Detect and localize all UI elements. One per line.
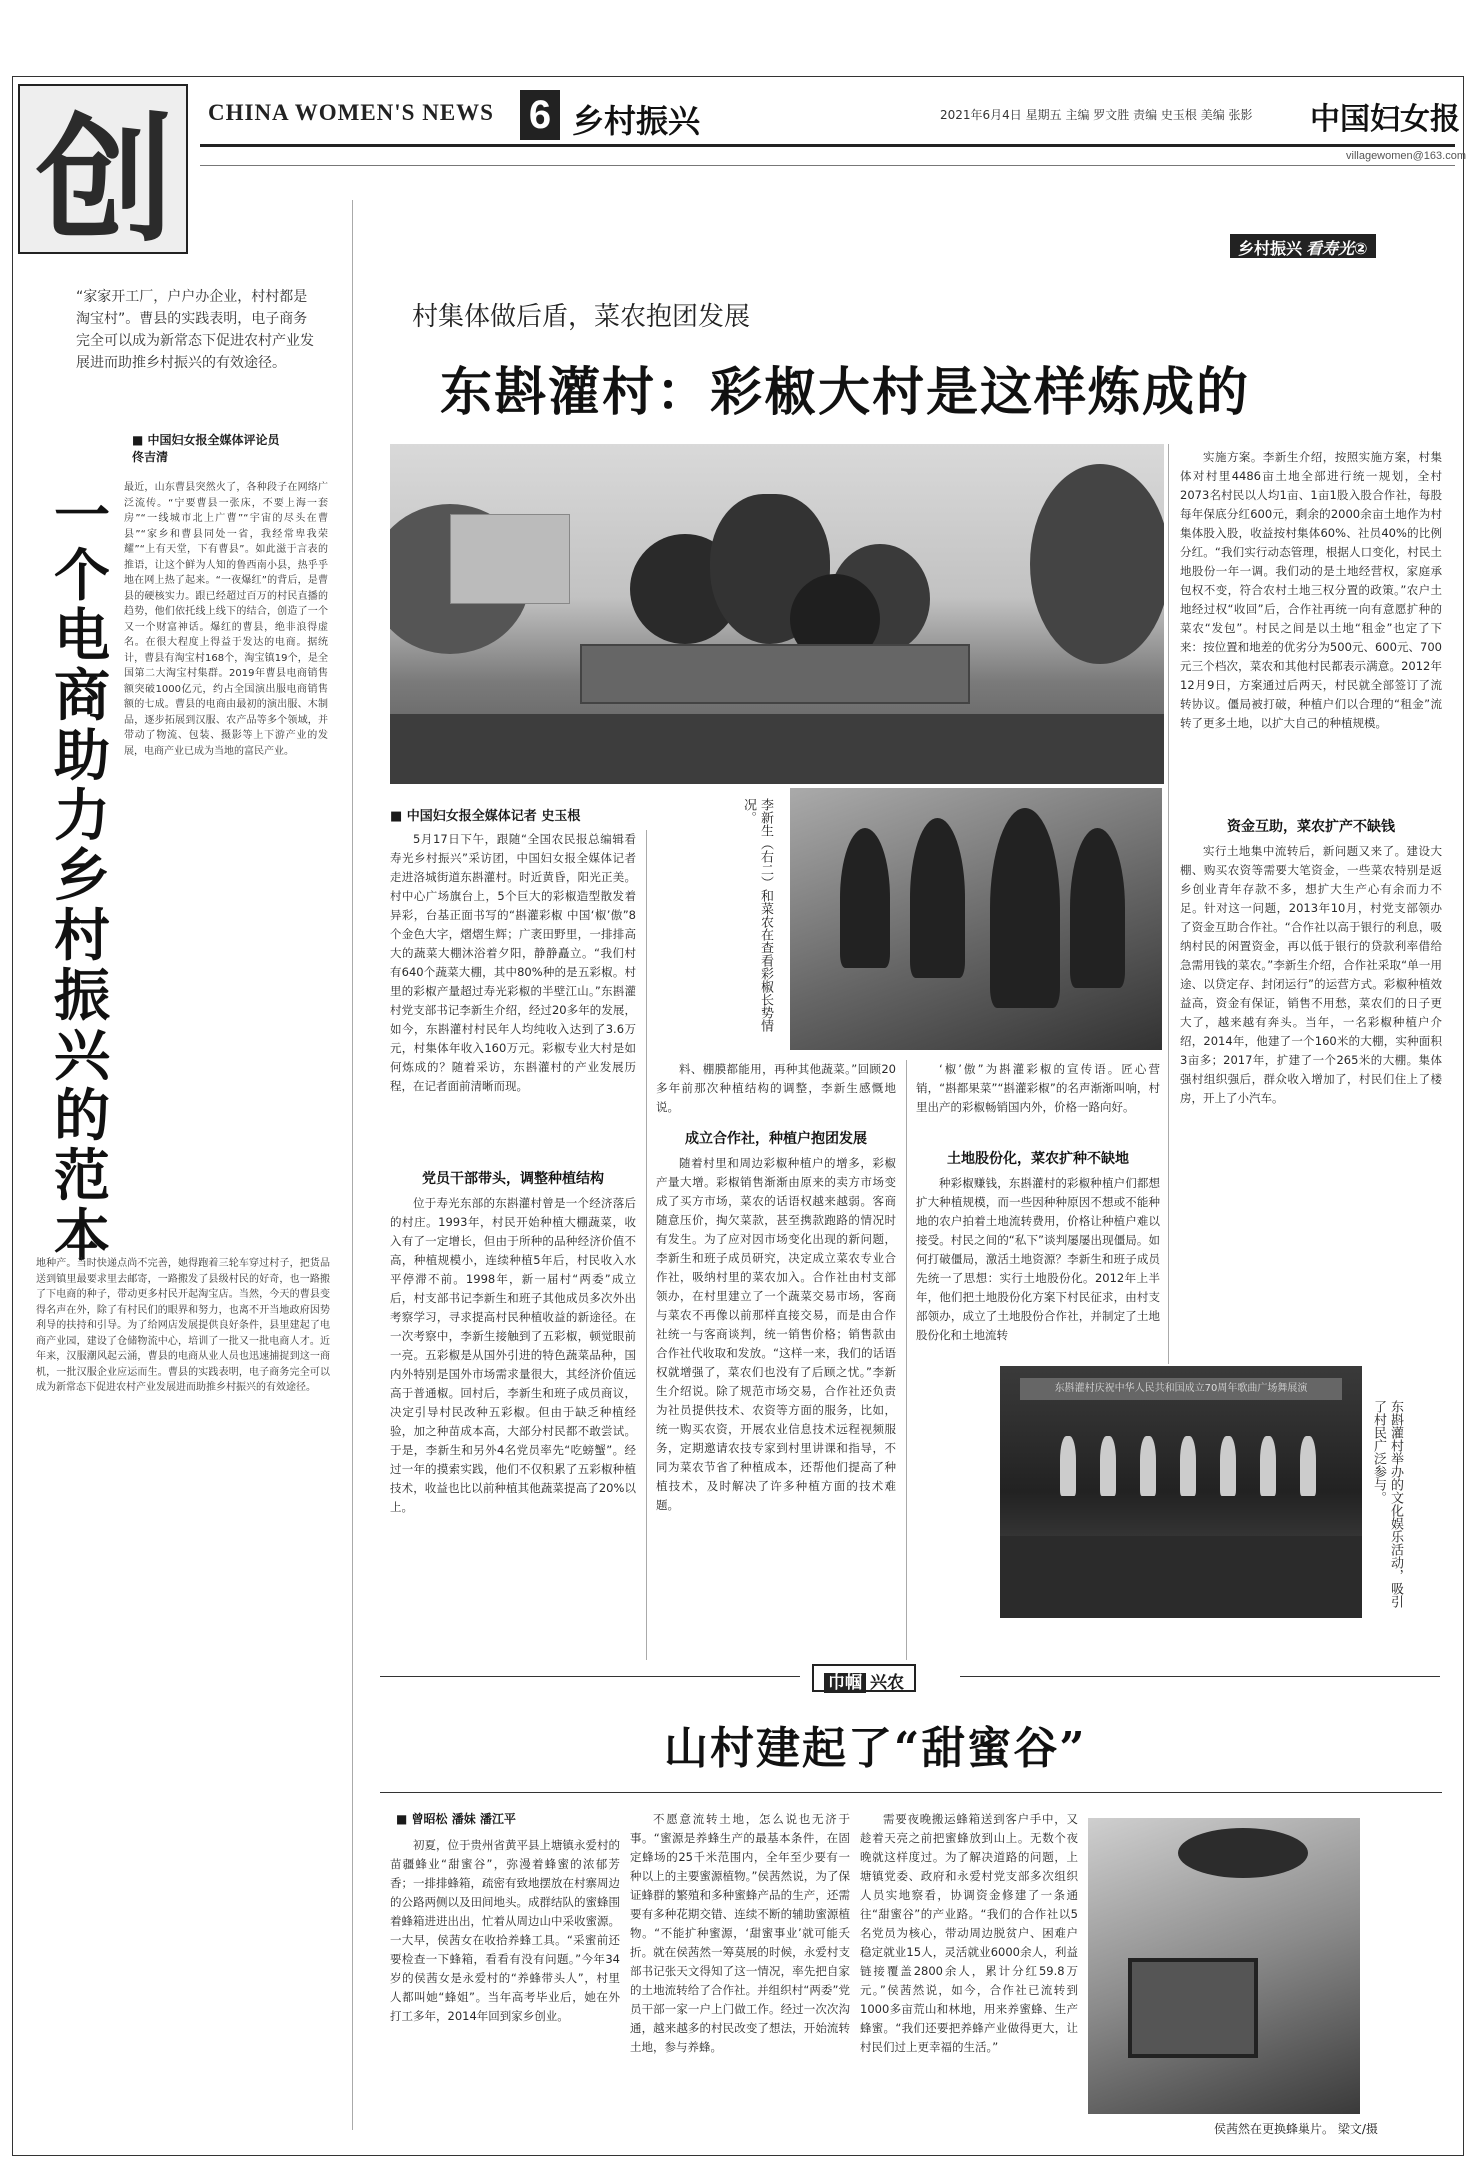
header-rule (200, 144, 1455, 147)
article2-col1: 初夏，位于贵州省黄平县上塘镇永爱村的苗疆蜂业“甜蜜谷”，弥漫着蜂蜜的浓郁芳香；一排排蜂箱，疏密有致地摆放在村寨周边的公路两侧以及田间地头。成群结队的蜜蜂围着蜂箱进进出出，忙着从周边山中采收蜜源。一大早，侯茜女在收拾养蜂工具。“采蜜前还要检查一下蜂箱，看看有没有问题。”今年34岁的侯茜女是永爱村的“养蜂带头人”，村里人都叫她“蜂姐”。当年高考毕业后，她在外打工多年，2014年回到家乡创业。 (390, 1838, 620, 2023)
opinion-byline: ■ 中国妇女报全媒体评论员 佟吉清 (132, 433, 280, 464)
article2-byline: ■ 曾昭松 潘妹 潘江平 (396, 1812, 516, 1826)
contact-email[interactable]: villagewomen@163.com (1346, 150, 1467, 162)
subheading-mutual-funds: 资金互助，菜农扩产不缺钱 (1227, 819, 1395, 835)
masthead-character: 创 (18, 84, 188, 254)
beekeeper-caption: 侯茜然在更换蜂巢片。 梁文/摄 (1214, 2122, 1378, 2136)
issue-meta: 2021年6月4日 星期五 主编 罗文胜 责编 史玉根 美编 张影 (940, 108, 1253, 122)
beekeeper-photo (1088, 1818, 1360, 2114)
section-rule (960, 1676, 1440, 1677)
feature-col1-body: 位于寿光东部的东斟灌村曾是一个经济落后的村庄。1993年，村民开始种植大棚蔬菜，收入有了一定增长，但由于所种的品种经济价值不高，种植规模小，连续种植5年后，村民收入水平停滞不前。1998年，新一届村“两委”成立后，村支部书记李新生和班子其他成员多次外出考察学习，寻求提高村民种植收益的新途径。在一次考察中，李新生接触到了五彩椒，顿觉眼前一亮。五彩椒是从国外引进的特色蔬菜品种，国内外特别是国外市场需求量很大，其经济价值远高于普通椒。回村后，李新生和班子成员商议，决定引导村民改种五彩椒。但由于缺乏种植经验，加之种苗成本高，大部分村民都不敢尝试。于是，李新生和另外4名党员率先“吃螃蟹”。经过一年的摸索实践，他们不仅积累了五彩椒种植技术，收益也比以前种植其他蔬菜提高了20%以上。 (390, 1196, 636, 1514)
feature-col3-intro: ‘椒’傲”为斟灌彩椒的宣传语。匠心营销，“斟都果菜”“斟灌彩椒”的名声渐渐叫响，村里出产的彩椒畅销国内外，价格一路向好。 (916, 1062, 1160, 1114)
stage-banner: 东斟灌村庆祝中华人民共和国成立70周年歌曲广场舞展演 (1020, 1378, 1342, 1400)
feature-subhead: 村集体做后盾，菜农抱团发展 (412, 302, 751, 332)
opinion-title: 一个电商助力乡村振兴的范本 (54, 483, 110, 1269)
column-divider (352, 200, 353, 2130)
feature-col2-intro: 料、棚膜都能用，再种其他蔬菜。”回顾20多年前那次种植结构的调整，李新生感慨地说。 (656, 1062, 896, 1114)
feature-col4-intro: 实施方案。李新生介绍，按照实施方案，村集体对村里4486亩土地全部进行统一规划，全村2073名村民以人均1亩、1亩1股入股合作社，每股每年保底分红600元，剩余的2000余亩土地作为村集体股入股，收益按村集体60%、社员40%的比例分红。“我们实行动态管理，根据人口变化，村民土地股份一年一调。我们动的是土地经营权，家庭承包权不变，符合农村土地三权分置的政策。”农户土地经过权“收回”后，合作社再统一向有意愿扩种的菜农“发包”。村民之间是以土地“租金”也定了下来：按位置和地差的优劣分为500元、600元、700元三个档次，菜农和其他村民都表示满意。2012年12月9日，方案通过后两天，村民就全部签订了流转协议。僵局被打破，种植户们以合理的“租金”流转了更多土地，以扩大自己的种植规模。 (1180, 450, 1442, 730)
page-number: 6 (520, 90, 560, 140)
section-title: 乡村振兴 (572, 102, 701, 140)
header-rule-thin (200, 165, 1455, 166)
feature-title: 东斟灌村：彩椒大村是这样炼成的 (440, 362, 1251, 423)
stage-photo-caption: 东斟灌村举办的文化娱乐活动，吸引了村民广泛参与。 (1371, 1400, 1403, 1608)
paper-english-name: CHINA WOMEN'S NEWS (208, 100, 494, 125)
people-photo-caption: 李新生（右二）和菜农在查看彩椒长势情况。 (741, 798, 773, 1032)
reporter-byline: ■ 中国妇女报全媒体记者 史玉根 (390, 809, 581, 824)
opinion-body-lower: 地种产。当时快递点尚不完善，她得跑着三轮车穿过村子，把货品送到镇里最要求里去邮寄，一路搬发了县级村民的好奇，也一路搬了下电商的种子，带动更多村民开起淘宝店。当然，今天的曹县变得名声在外，除了有村民们的眼界和努力，也离不开当地政府因势利导的扶持和引导。为了给网店发展提供良好条件，县里建起了电商产业园，建设了仓储物流中心，培训了一批又一批电商人才。近年来，汉服潮风起云涌，曹县的电商从业人员也迅速捕捉到这一商机，一批汉服企业应运而生。曹县的实践表明，电子商务完全可以成为新常态下促进农村产业发展进而助推乡村振兴的有效途径。 (36, 1258, 330, 1393)
feature-col1-intro: 5月17日下午，跟随“全国农民报总编辑看寿光乡村振兴”采访团，中国妇女报全媒体记者走进洛城街道东斟灌村。时近黄昏，阳光正美。村中心广场旗台上，5个巨大的彩椒造型散发着异彩，台基正面书写的“斟灌彩椒 中国‘椒’傲”8个金色大字，熠熠生辉；广袤田野里，一排排高大的蔬菜大棚沐浴着夕阳，静静矗立。“我们村有640个蔬菜大棚，其中80%种的是五彩椒。村里的彩椒产量超过寿光彩椒的半壁江山。”东斟灌村党支部书记李新生介绍，经过20多年的发展，如今，东斟灌村村民年人均纯收入达到了3.6万元，村集体年收入160万元。彩椒专业大村是如何炼成的？随着采访，东斟灌村的产业发展历程，在记者面前清晰而现。 (390, 832, 636, 1093)
feature-col2-body: 随着村里和周边彩椒种植户的增多，彩椒产量大增。彩椒销售渐渐由原来的卖方市场变成了买方市场，菜农的话语权越来越弱。客商随意压价，掏欠菜款，甚至携款跑路的情况时有发生。为了应对因市场变化出现的新问题，李新生和班子成员研究，决定成立菜农专业合作社，吸纳村里的菜农加入。合作社由村支部领办，在村里建立了一个蔬菜交易市场，客商与菜农不再像以前那样直接交易，而是由合作社统一与客商谈判，统一销售价格；销售款由合作社代收取和发放。“这样一来，我们的话语权就增强了，菜农们也没有了后顾之忧。”李新生介绍说。除了规范市场交易，合作社还负责为社员提供技术、农资等方面的服务，比如，统一购买农资，开展农业信息技术远程视频服务，定期邀请农技专家到村里讲课和指导，不同为菜农节省了种植成本，还帮他们提高了种植技术，及时解决了许多种植方面的技术难题。 (656, 1156, 896, 1512)
opinion-lead: “家家开工厂，户户办企业，村村都是淘宝村”。曹县的实践表明，电子商务完全可以成为新常态下促进农村产业发展进而助推乡村振兴的有效途径。 (76, 289, 314, 371)
subheading-cooperative: 成立合作社，种植户抱团发展 (685, 1131, 867, 1147)
village-performance-photo (1000, 1366, 1362, 1618)
women-agriculture-tag: 巾帼 兴农 (812, 1664, 916, 1692)
column-divider (646, 830, 647, 1660)
feature-col3-body: 种彩椒赚钱，东斟灌村的彩椒种植户们都想扩大种植规模，而一些因种种原因不想或不能种地的农户拍着土地流转费用，价格让种植户难以接受。村民之间的“私下”谈判屡屡出现僵局。如何打破僵局，激活土地资源？李新生和班子成员先统一了思想：实行土地股份化。2012年上半年，他们把土地股份化方案下村民征求，由村支部领办，成立了土地股份合作社，并制定了土地股份化和土地流转 (916, 1176, 1160, 1342)
villagers-inspecting-peppers-photo (790, 788, 1162, 1050)
article2-title: 山村建起了“甜蜜谷” (664, 1723, 1087, 1774)
subheading-land-shares: 土地股份化，菜农扩种不缺地 (947, 1151, 1129, 1167)
feature-col4-body: 实行土地集中流转后，新问题又来了。建设大棚、购买农资等需要大笔资金，一些菜农特别是返乡创业青年存款不多，想扩大生产心有余而力不足。针对这一问题，2013年10月，村党支部领办了资金互助合作社。“合作社以高于银行的利息，吸纳村民的闲置资金，再以低于银行的贷款利率借给急需用钱的菜农。”李新生介绍，合作社采取“单一用途、以贷定存、封闭运行”的运营方式。彩椒种植效益高，资金有保证，销售不用愁，菜农们的日子更大了，越来越有奔头。当年，一名彩椒种植户介绍，2014年，他建了一个160米的大棚，实种面积3亩多；2017年，扩建了一个265米的大棚。集体强村组织强后，群众收入增加了，村民们住上了楼房，开上了小汽车。 (1180, 844, 1442, 1105)
subheading-party-leads: 党员干部带头，调整种植结构 (422, 1171, 604, 1187)
column-divider (1168, 444, 1169, 1364)
article2-col3: 需要夜晚搬运蜂箱送到客户手中，又趁着天亮之前把蜜蜂放到山上。无数个夜晚就这样度过。为了解决道路的问题，上塘镇党委、政府和永爱村党支部多次组织人员实地察看，协调资金修建了一条通往“甜蜜谷”的产业路。“我们的合作社以5名党员为核心，带动周边脱贫户、困难户稳定就业15人，灵活就业6000余人，利益链接覆盖2800余人，累计分红59.8万元。”侯茜然说，如今，合作社已流转到1000多亩荒山和林地，用来养蜜蜂、生产蜂蜜。“我们还要把养蜂产业做得更大，让村民们过上更幸福的生活。” (860, 1812, 1078, 2054)
column-divider (906, 1060, 907, 1660)
pepper-sculpture-photo (390, 444, 1164, 784)
section-rule (380, 1676, 800, 1677)
section-rule (380, 1792, 1442, 1793)
opinion-body-upper: 最近，山东曹县突然火了，各种段子在网络广泛流传。“宁要曹县一张床，不要上海一套房”“一线城市北上广曹”“宇宙的尽头在曹县”“家乡和曹县同处一省，我经常卑我荣耀”“上有天堂，下有曹县”。如此滋于言表的推语，让这个鲜为人知的鲁西南小县，热乎乎地在网上热了起来。“一夜爆红”的背后，是曹县的硬核实力。跟已经超过百万的村民直播的趋势，他们依托线上线下的结合，创造了一个又一个财富神话。爆红的曹县，绝非浪得虚名。在很大程度上得益于发达的电商。据统计，曹县有淘宝村168个，淘宝镇19个，是全国第二大淘宝村集群。2019年曹县电商销售额突破1000亿元，约占全国演出服电商销售额的七成。曹县的电商由最初的演出服、木制品，逐步拓展到汉服、农产品等多个领域，并带动了物流、包装、摄影等上下游产业的发展，电商产业已成为当地的富民产业。 (124, 482, 328, 757)
article2-col2: 不愿意流转土地，怎么说也无济于事。“蜜源是养蜂生产的最基本条件，在固定蜂场的25千米范围内，全年至少要有一种以上的主要蜜源植物。”侯茜然说，为了保证蜂群的繁殖和多种蜜蜂产品的生产，还需要有多种花期交错、连续不断的辅助蜜源植物。“不能扩种蜜源，‘甜蜜事业’就可能夭折。就在侯茜然一筹莫展的时候，永爱村支部书记张天文得知了这一情况，率先把自家的土地流转给了合作社。并组织村“两委”党员干部一家一户上门做工作。经过一次次沟通，越来越多的村民改变了想法，开始流转土地，参与养蜂。 (630, 1812, 850, 2054)
newspaper-logo: 中国妇女报 (1310, 102, 1460, 137)
series-tag: 乡村振兴 看寿光② (1230, 234, 1376, 258)
